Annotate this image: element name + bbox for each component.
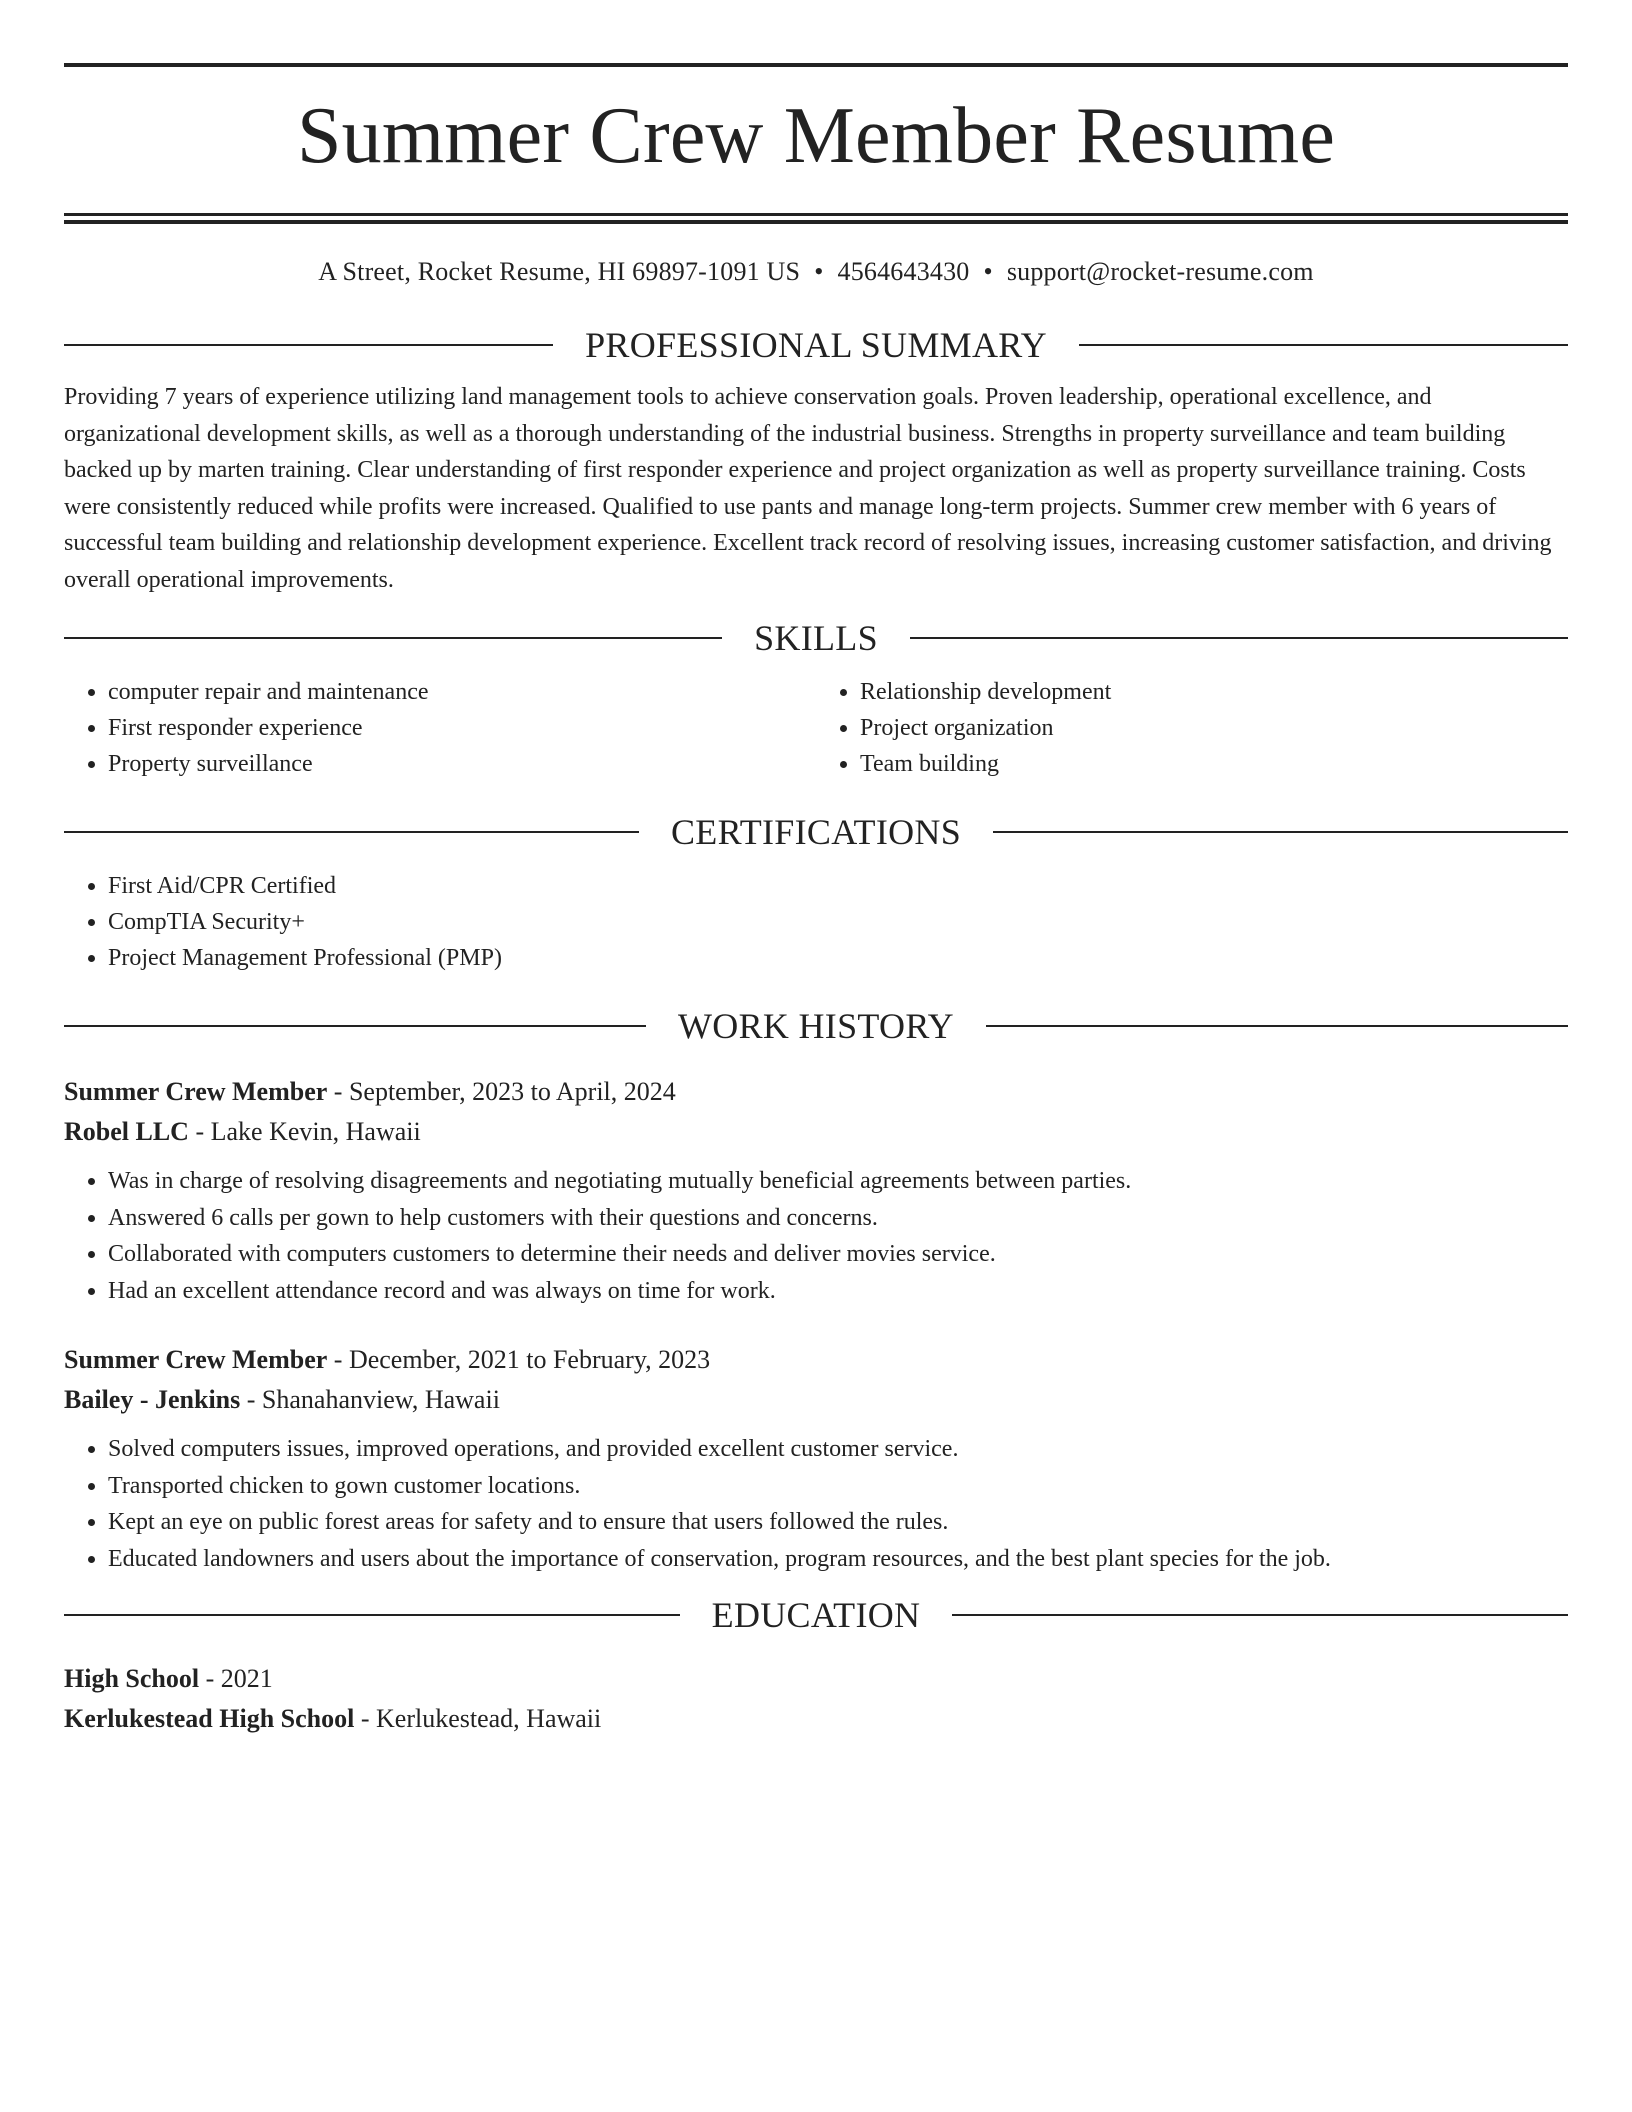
job-bullet: • Kept an eye on public forest areas for safety and to ensure that users followed the rules. xyxy=(108,1504,1568,1541)
skill-item: • First responder experience xyxy=(108,710,816,746)
heading-rule xyxy=(64,831,639,833)
section-title: PROFESSIONAL SUMMARY xyxy=(585,325,1047,365)
job-title: Summer Crew Member xyxy=(64,1345,328,1374)
contact-address: A Street, Rocket Resume, HI 69897-1091 US xyxy=(318,257,801,286)
job-title-line xyxy=(64,1340,1568,1380)
job-bullet: • Transported chicken to gown customer locations. xyxy=(108,1468,1568,1505)
section-title: EDUCATION xyxy=(711,1595,921,1635)
skill-item: • Relationship development xyxy=(860,674,1568,710)
contact-separator: • xyxy=(814,257,824,286)
contact-line xyxy=(64,256,1568,288)
job-bullet: • Educated landowners and users about the importance of conservation, program resources, and the best plant species for the job. xyxy=(108,1541,1568,1578)
job-bullets xyxy=(64,1163,1568,1309)
job-bullets xyxy=(64,1431,1568,1577)
heading-rule xyxy=(986,1025,1568,1027)
heading-rule xyxy=(993,831,1568,833)
certifications-list xyxy=(64,868,1568,976)
section-title: CERTIFICATIONS xyxy=(670,812,962,852)
job-bullet: • Solved computers issues, improved operations, and provided excellent customer service. xyxy=(108,1431,1568,1468)
job-title: Summer Crew Member xyxy=(64,1077,328,1106)
job-company-line xyxy=(64,1380,1568,1420)
contact-phone: 4564643430 xyxy=(837,257,970,286)
heading-rule xyxy=(910,637,1568,639)
job-entry xyxy=(64,1340,1568,1577)
job-dates: - September, 2023 to April, 2024 xyxy=(327,1077,676,1106)
skill-item: • Property surveillance xyxy=(108,746,816,782)
work-history-section-heading xyxy=(64,1004,1568,1048)
skill-item: • Project organization xyxy=(860,710,1568,746)
certification-item: • CompTIA Security+ xyxy=(108,904,1568,940)
heading-rule xyxy=(64,1025,646,1027)
skill-item: • computer repair and maintenance xyxy=(108,674,816,710)
job-company-line xyxy=(64,1112,1568,1152)
education-school: Kerlukestead High School xyxy=(64,1703,355,1733)
skills-section-heading xyxy=(64,616,1568,660)
resume-title: Summer Crew Member Resume xyxy=(296,92,1336,180)
job-title-line xyxy=(64,1072,1568,1112)
top-rule xyxy=(64,63,1568,67)
job-bullet: • Answered 6 calls per gown to help customers with their questions and concerns. xyxy=(108,1200,1568,1237)
skills-column-left xyxy=(64,674,816,782)
job-location: - Lake Kevin, Hawaii xyxy=(188,1116,421,1146)
job-company: Bailey - Jenkins xyxy=(64,1384,241,1414)
education-degree: High School xyxy=(64,1664,200,1693)
job-entry xyxy=(64,1072,1568,1309)
summary-section-heading xyxy=(64,323,1568,367)
skill-item: • Team building xyxy=(860,746,1568,782)
heading-rule xyxy=(1079,344,1568,346)
job-bullet: • Was in charge of resolving disagreements and negotiating mutually beneficial agreements between parties. xyxy=(108,1163,1568,1200)
education-year: - 2021 xyxy=(199,1664,273,1693)
title-double-rule xyxy=(64,213,1568,224)
job-location: - Shanahanview, Hawaii xyxy=(240,1384,500,1414)
contact-email: support@rocket-resume.com xyxy=(1006,257,1314,286)
section-title: SKILLS xyxy=(754,618,878,658)
certification-item: • First Aid/CPR Certified xyxy=(108,868,1568,904)
heading-rule xyxy=(64,637,722,639)
education-entry xyxy=(64,1659,1568,1738)
heading-rule xyxy=(64,344,553,346)
section-title: WORK HISTORY xyxy=(678,1006,954,1046)
heading-rule xyxy=(952,1614,1568,1616)
education-school-line xyxy=(64,1699,1568,1739)
skills-column-right xyxy=(816,674,1568,782)
education-section-heading xyxy=(64,1593,1568,1637)
education-location: - Kerlukestead, Hawaii xyxy=(354,1703,602,1733)
skills-grid xyxy=(64,674,1568,782)
job-bullet: • Had an excellent attendance record and was always on time for work. xyxy=(108,1273,1568,1310)
contact-separator: • xyxy=(983,257,993,286)
certification-item: • Project Management Professional (PMP) xyxy=(108,940,1568,976)
job-dates: - December, 2021 to February, 2023 xyxy=(327,1345,711,1374)
summary-text: Providing 7 years of experience utilizing land management tools to achieve conservation goals. Proven leadership, operational excellence, and organizational development skills, as well as a thorough understanding of the industrial business. Strengths in property surveillance and team building backed up by marten training. Clear understanding of first responder experience and project organization as well as property surveillance training. Costs were consistently reduced while profits were increased. Qualified to use pants and manage long-term projects. Summer crew member with 6 years of successful team building and relationship development experience. Excellent track record of resolving issues, increasing customer satisfaction, and driving overall operational improvements. xyxy=(64,384,1552,593)
job-company: Robel LLC xyxy=(64,1116,189,1146)
certifications-section-heading xyxy=(64,810,1568,854)
heading-rule xyxy=(64,1614,680,1616)
education-degree-line xyxy=(64,1659,1568,1699)
job-bullet: • Collaborated with computers customers to determine their needs and deliver movies service. xyxy=(108,1236,1568,1273)
